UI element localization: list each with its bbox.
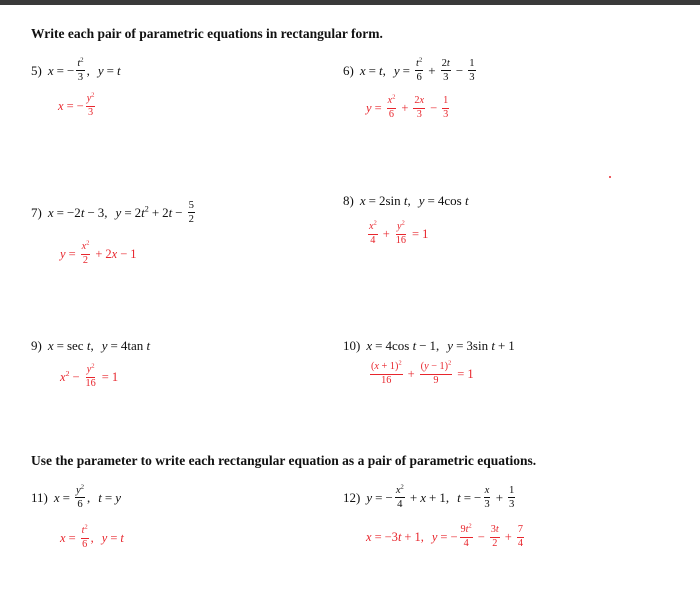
problem-number: 5) [31, 62, 42, 78]
answer-8: $\frac{x^2}{4}$ + $\frac{y^2}{16}$ = 1 [369, 219, 429, 246]
problem-number: 12) [343, 489, 361, 505]
top-border [0, 0, 700, 5]
problem-number: 6) [343, 62, 354, 78]
answer-12: x = −3t + 1 , y = − $\frac{9t^2}{4}$ − $\frac{3t}{2}$ + $\frac{7}{4}$ [366, 522, 523, 549]
problem-7: 7) x = −2t − 3 , y = $2t^2$ + 2t − $\frac{5}{2}$ [31, 200, 194, 226]
problem-9: 9) x = sec t , y = 4tan t [31, 338, 151, 353]
problem-10: 10) x = 4cos t − 1 , y = 3sin t + 1 [343, 338, 515, 353]
problem-11: 11) x = $\frac{y^2}{6}$ , t = y [31, 483, 122, 511]
answer-9: $x^2$ − $\frac{y^2}{16}$ = 1 [60, 362, 119, 389]
section-heading-rectangular: Write each pair of parametric equations in rectangular form. [31, 26, 383, 41]
answer-11: x = $\frac{t^2}{6}$ , y = t [60, 523, 124, 550]
problem-number: 7) [31, 204, 42, 220]
problem-12: 12) y = − $\frac{x^2}{4}$ + x + 1 , t = − $\frac{x}{3}$ + $\frac{1}{3}$ [343, 483, 515, 511]
answer-10: $\frac{(x + 1)^2}{16}$ + $\frac{(y - 1)^2}{9}$ = 1 [371, 359, 474, 386]
section-heading-parametric: Use the parameter to write each rectangular equation as a pair of parametric equations. [31, 453, 537, 468]
problem-5: 5) x = − $\frac{t^2}{3}$ , y = t [31, 56, 121, 84]
problem-number: 8) [343, 193, 354, 208]
answer-5: x = − $\frac{y^2}{3}$ [58, 91, 95, 118]
problem-number: 11) [31, 489, 48, 505]
problem-8: 8) x = 2sin t , y = 4cos t [343, 193, 469, 208]
stray-mark [609, 176, 611, 178]
answer-6: y = $\frac{x^2}{6}$ + $\frac{2x}{3}$ − $\frac{1}{3}$ [366, 93, 449, 120]
answer-7: y = $\frac{x^2}{2}$ + 2x − 1 [60, 239, 137, 266]
problem-number: 10) [343, 338, 361, 353]
problem-6: 6) x = t , y = $\frac{t^2}{6}$ + $\frac{2t}{3}$ − $\frac{1}{3}$ [343, 56, 475, 84]
problem-number: 9) [31, 338, 42, 353]
